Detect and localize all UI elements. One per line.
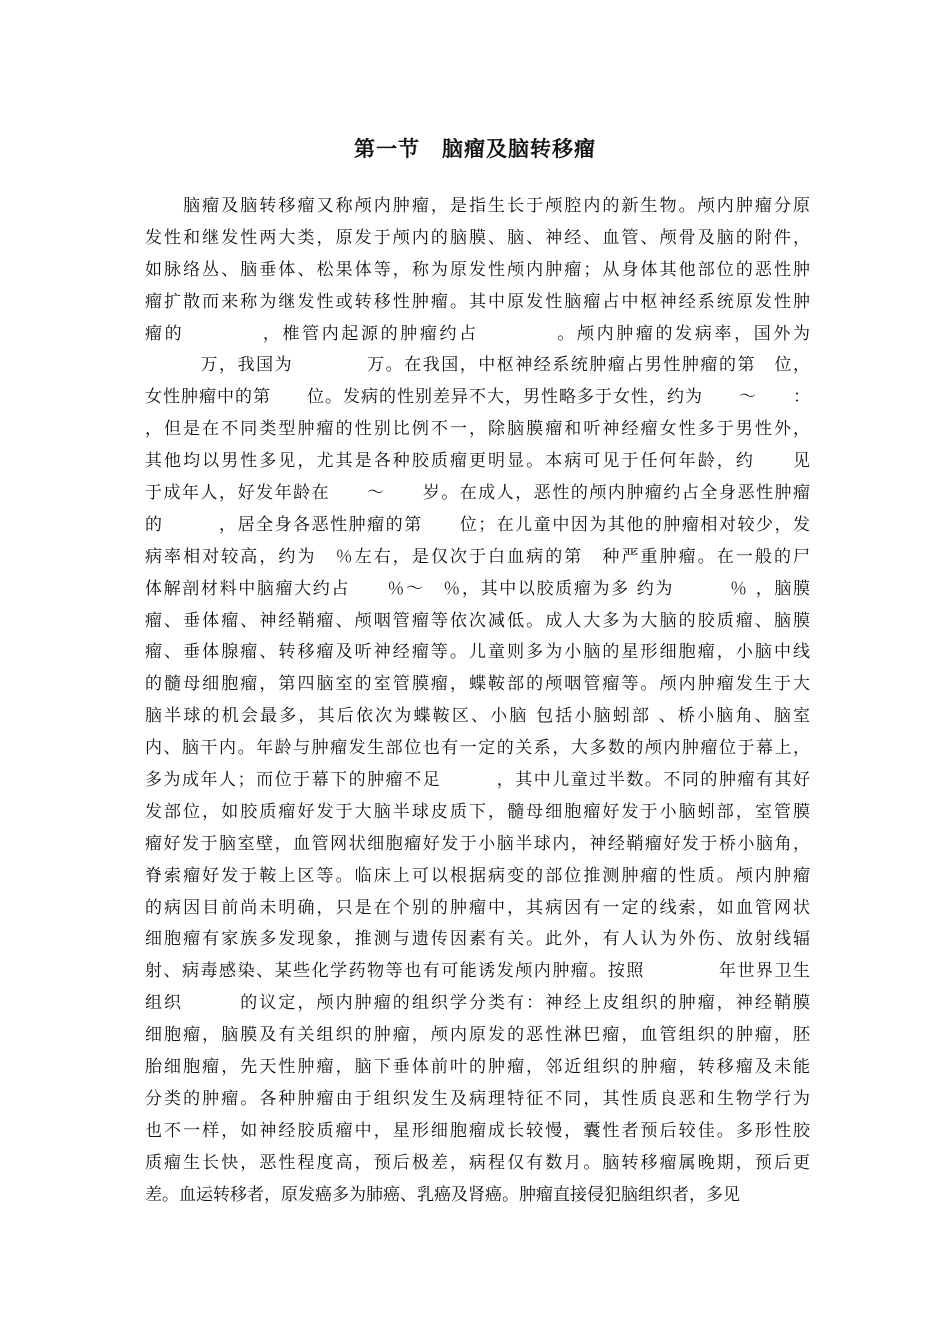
paragraph-line: 质瘤生长快，恶性程度高，预后极差，病程仅有数月。脑转移瘤属晚期，预后更 (145, 1152, 810, 1173)
paragraph-line: 瘤、垂体腺瘤、转移瘤及听神经瘤等。儿童则多为小脑的星形细胞瘤，小脑中线 (145, 642, 810, 663)
section-title: 第一节 脑瘤及脑转移瘤 (354, 136, 596, 161)
paragraph-line: 女性肿瘤中的第 位。发病的性别差异不大，男性略多于女性，约为 ～ ： (145, 387, 810, 408)
paragraph-line: 脑半球的机会最多，其后依次为蝶鞍区、小脑 包括小脑蚓部 、桥小脑角、脑室 (145, 706, 810, 727)
body-paragraph (145, 191, 810, 1212)
paragraph-line: 分类的肿瘤。各种肿瘤由于组织发生及病理特征不同，其性质良恶和生物学行为 (145, 1088, 810, 1109)
paragraph-line: 胎细胞瘤，先天性肿瘤，脑下垂体前叶的肿瘤，邻近组织的肿瘤，转移瘤及未能 (145, 1057, 810, 1078)
paragraph-line: 内、脑干内。年龄与肿瘤发生部位也有一定的关系，大多数的颅内肿瘤位于幕上， (145, 738, 810, 759)
paragraph-line: 其他均以男性多见，尤其是各种胶质瘤更明显。本病可见于任何年龄，约 见 (145, 451, 810, 472)
paragraph-line: 瘤的 ，椎管内起源的肿瘤约占 。颅内肿瘤的发病率，国外为 (145, 323, 810, 344)
paragraph-line: 的髓母细胞瘤，第四脑室的室管膜瘤，蝶鞍部的颅咽管瘤等。颅内肿瘤发生于大 (145, 674, 810, 695)
paragraph-line: 体解剖材料中脑瘤大约占 ％～ ％，其中以胶质瘤为多 约为 ％ ，脑膜 (145, 578, 810, 599)
paragraph-line: 如脉络丛、脑垂体、松果体等，称为原发性颅内肿瘤；从身体其他部位的恶性肿 (145, 259, 810, 280)
paragraph-line: 细胞瘤有家族多发现象，推测与遗传因素有关。此外，有人认为外伤、放射线辐 (145, 929, 810, 950)
paragraph-line: 的病因目前尚未明确，只是在个别的肿瘤中，其病因有一定的线索，如血管网状 (145, 897, 810, 918)
paragraph-line: 瘤、垂体瘤、神经鞘瘤、颅咽管瘤等依次减低。成人大多为大脑的胶质瘤、脑膜 (145, 610, 810, 631)
paragraph-line: 瘤扩散而来称为继发性或转移性肿瘤。其中原发性脑瘤占中枢神经系统原发性肿 (145, 291, 810, 312)
paragraph-line: 瘤好发于脑室壁，血管网状细胞瘤好发于小脑半球内，神经鞘瘤好发于桥小脑角， (145, 833, 810, 854)
paragraph-line: ，但是在不同类型肿瘤的性别比例不一，除脑膜瘤和听神经瘤女性多于男性外， (145, 419, 810, 440)
paragraph-line: 细胞瘤，脑膜及有关组织的肿瘤，颅内原发的恶性淋巴瘤，血管组织的肿瘤，胚 (145, 1025, 810, 1046)
paragraph-line: 于成年人，好发年龄在 ～ 岁。在成人，恶性的颅内肿瘤约占全身恶性肿瘤 (145, 483, 810, 504)
paragraph-line: 的 ，居全身各恶性肿瘤的第 位；在儿童中因为其他的肿瘤相对较少，发 (145, 514, 810, 535)
paragraph-line: 脊索瘤好发于鞍上区等。临床上可以根据病变的部位推测肿瘤的性质。颅内肿瘤 (145, 865, 810, 886)
paragraph-line: 脑瘤及脑转移瘤又称颅内肿瘤，是指生长于颅腔内的新生物。颅内肿瘤分原 (145, 196, 810, 216)
paragraph-line: 射、病毒感染、某些化学药物等也有可能诱发颅内肿瘤。按照 年世界卫生 (145, 961, 810, 982)
paragraph-line: 组织 的议定，颅内肿瘤的组织学分类有：神经上皮组织的肿瘤，神经鞘膜 (145, 993, 810, 1014)
paragraph-line: 多为成年人；而位于幕下的肿瘤不足 ，其中儿童过半数。不同的肿瘤有其好 (145, 770, 810, 791)
paragraph-line: 发部位，如胶质瘤好发于大脑半球皮质下，髓母细胞瘤好发于小脑蚓部，室管膜 (145, 801, 810, 822)
paragraph-line: 万，我国为 万。在我国，中枢神经系统肿瘤占男性肿瘤的第 位， (145, 355, 810, 376)
paragraph-line: 病率相对较高，约为 ％左右，是仅次于白血病的第 种严重肿瘤。在一般的尸 (145, 546, 810, 567)
paragraph-line: 发性和继发性两大类，原发于颅内的脑膜、脑、神经、血管、颅骨及脑的附件， (145, 227, 810, 248)
paragraph-line: 差。血运转移者，原发癌多为肺癌、乳癌及肾癌。肿瘤直接侵犯脑组织者，多见 (145, 1184, 740, 1205)
paragraph-line: 也不一样，如神经胶质瘤中，星形细胞瘤成长较慢，囊性者预后较佳。多形性胶 (145, 1120, 810, 1141)
